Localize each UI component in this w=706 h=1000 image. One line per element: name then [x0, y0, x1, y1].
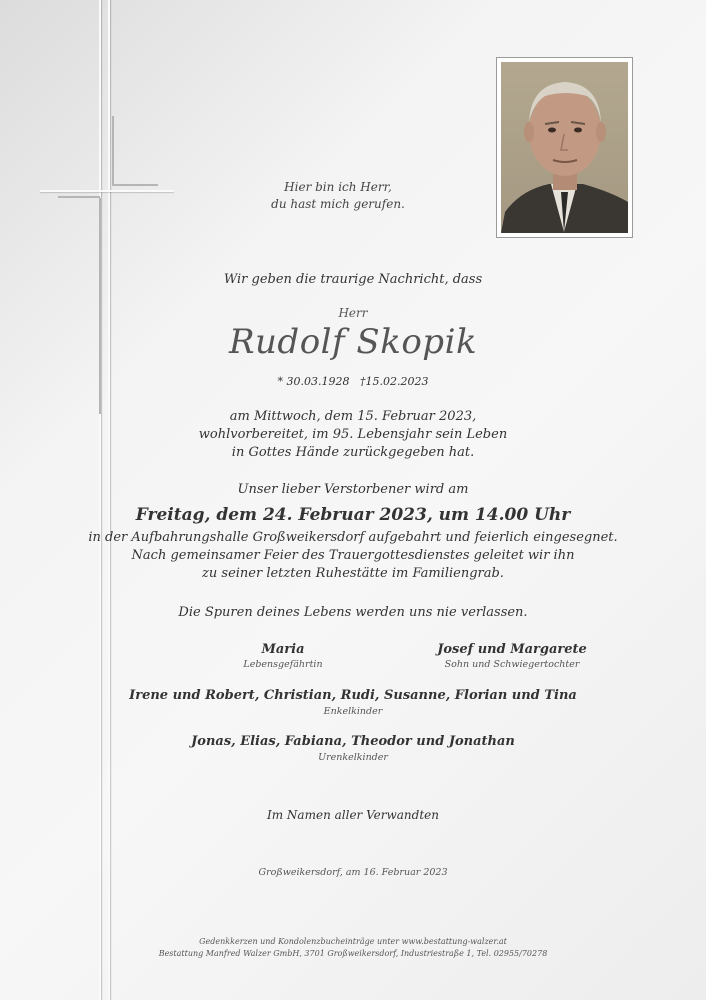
mourner-son: [412, 642, 612, 670]
cross-left-arm: [58, 196, 100, 198]
partner-name: Maria: [261, 642, 305, 657]
salutation: Herr: [338, 306, 368, 320]
portrait-illustration: [501, 62, 628, 233]
motto: Die Spuren deines Lebens werden uns nie verlassen.: [178, 605, 528, 620]
footer-line-2: Bestattung Manfred Walzer GmbH, 3701 Großweikersdorf, Industriestraße 1, Tel. 02955/70278: [158, 949, 548, 958]
funeral-detail-line-2: Nach gemeinsamer Feier des Trauergottesdienstes geleitet wir ihn: [131, 548, 575, 563]
grandchildren-role: Enkelkinder: [323, 706, 383, 717]
life-dates: * 30.03.1928 †15.02.2023: [277, 375, 429, 388]
deceased-name: Rudolf Skopik: [228, 322, 478, 362]
quote-line-2: du hast mich gerufen.: [271, 197, 405, 211]
relatives-line: Im Namen aller Verwandten: [267, 808, 439, 822]
funeral-date: Freitag, dem 24. Februar 2023, um 14.00 Uhr: [135, 505, 571, 525]
funeral-detail-line-3: zu seiner letzten Ruhestätte im Familiengrab.: [202, 566, 504, 581]
mourner-partner: [213, 642, 353, 670]
grandchildren-names: Irene und Robert, Christian, Rudi, Susanne, Florian und Tina: [129, 688, 577, 703]
decorative-line-horizontal: [40, 190, 174, 192]
cross-right-arm: [114, 184, 158, 186]
son-name: Josef und Margarete: [437, 642, 587, 657]
announcement-line-3: in Gottes Hände zurückgegeben hat.: [231, 445, 475, 460]
footer-line-1: Gedenkkerzen und Kondolenzbucheinträge unter www.bestattung-walzer.at: [199, 937, 507, 946]
cross-upper-stem: [112, 116, 114, 186]
great-grandchildren-role: Urenkelkinder: [318, 752, 388, 763]
announcement-line-1: am Mittwoch, dem 15. Februar 2023,: [229, 409, 477, 424]
portrait-photo: [501, 62, 628, 233]
son-role: Sohn und Schwiegertochter: [444, 659, 580, 670]
quote: [248, 179, 428, 213]
funeral-detail-line-1: in der Aufbahrungshalle Großweikersdorf aufgebahrt und feierlich eingesegnet.: [88, 530, 618, 545]
decorative-line-2: [108, 0, 110, 1000]
quote-line-1: Hier bin ich Herr,: [284, 180, 392, 194]
partner-role: Lebensgefährtin: [243, 659, 323, 670]
great-grandchildren-names: Jonas, Elias, Fabiana, Theodor und Jonathan: [191, 734, 515, 749]
intro-text: Wir geben die traurige Nachricht, dass: [223, 272, 483, 287]
decorative-line-1: [99, 0, 101, 1000]
portrait-frame: [496, 57, 633, 238]
announcement-line-2: wohlvorbereitet, im 95. Lebensjahr sein Leben: [198, 427, 508, 442]
place-date: Großweikersdorf, am 16. Februar 2023: [258, 867, 448, 878]
funeral-intro: Unser lieber Verstorbener wird am: [237, 482, 469, 497]
